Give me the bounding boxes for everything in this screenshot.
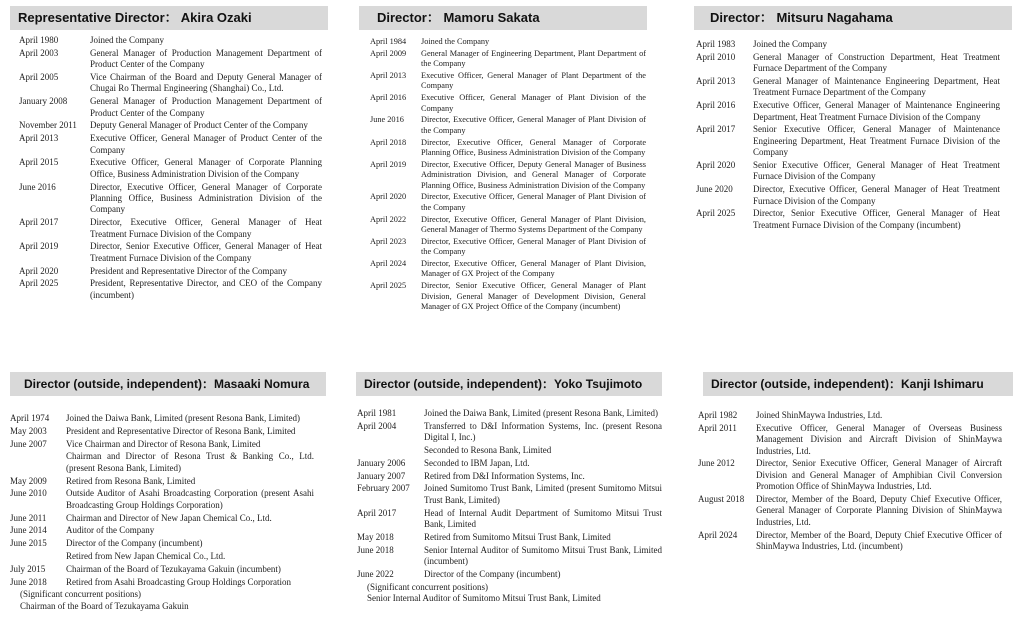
director-panel-mamoru-sakata [359, 6, 655, 314]
career-description: Senior Executive Officer, General Manager of Maintenance Engineering Department, Heat Treatment Furnace Division of the Company [753, 124, 1000, 158]
career-description: Director, Senior Executive Officer, General Manager of Plant Division, General Manager of Development Division, General Manager of GX Project Office of the Company (incumbent) [421, 281, 646, 312]
director-header: Director (outside, independent)：Yoko Tsujimoto [356, 372, 662, 396]
career-entry [19, 133, 328, 156]
career-date: June 2012 [698, 458, 735, 469]
career-description: Seconded to Resona Bank, Limited [424, 445, 552, 455]
career-description: Seconded to IBM Japan, Ltd. [424, 457, 530, 468]
career-date: April 2024 [698, 529, 738, 540]
career-description: Executive Officer, General Manager of Plant Department of the Company [421, 71, 646, 91]
career-date: April 2010 [696, 51, 736, 62]
career-date: April 1983 [696, 39, 736, 49]
career-description: Director, Executive Officer, General Manager of Corporate Planning Office, Business Administration Division of the Company [90, 181, 322, 215]
career-description: Auditor of the Company [66, 525, 155, 536]
career-date: April 2025 [19, 278, 59, 289]
director-header: Director (outside, independent)：Kanji Ishimaru [703, 372, 1013, 396]
career-description: Deputy General Manager of Product Center of the Company [90, 120, 308, 131]
career-description: Retired from Resona Bank, Limited [66, 475, 196, 486]
career-date: April 2017 [357, 507, 397, 518]
career-description: Head of Internal Audit Department of Sumitomo Mitsui Trust Bank, Limited [424, 507, 662, 529]
career-entry [357, 458, 670, 469]
career-date: June 2015 [10, 538, 47, 549]
career-entry [19, 266, 328, 277]
career-entry [698, 410, 1021, 421]
career-entry [357, 445, 670, 456]
career-date: June 2016 [370, 115, 404, 125]
career-entry [357, 421, 670, 444]
career-date: April 1980 [19, 35, 59, 45]
career-entry [698, 423, 1021, 457]
career-description: President, Representative Director, and CEO of the Company (incumbent) [90, 278, 322, 300]
career-description: Director, Executive Officer, General Manager of Plant Division, Manager of GX Project of the Company [421, 259, 646, 279]
career-entry [698, 530, 1021, 553]
career-date: April 2020 [19, 265, 59, 276]
career-description: Joined Sumitomo Trust Bank, Limited (present Sumitomo Mitsui Trust Bank, Limited) [424, 483, 662, 505]
career-description: Director, Executive Officer, General Manager of Heat Treatment Furnace Division of the Company [90, 217, 322, 239]
career-entry [696, 184, 1014, 207]
career-description: Director of the Company (incumbent) [66, 538, 203, 549]
career-description: Chairman of the Board of Tezukayama Gakuin (incumbent) [66, 563, 281, 574]
career-description: Director, Senior Executive Officer, General Manager of Heat Treatment Furnace Division of the Company (incumbent) [753, 208, 1000, 230]
concurrent-position-note: (Significant concurrent positions) [20, 589, 141, 600]
career-list [696, 39, 1014, 231]
career-date: April 2019 [19, 241, 59, 252]
career-entry [357, 532, 670, 543]
career-date: April 2013 [370, 71, 407, 80]
career-description: Executive Officer, General Manager of Maintenance Engineering Department, Heat Treatment Furnace Division of the Company [753, 100, 1000, 122]
career-date [10, 551, 66, 562]
career-date: April 2019 [370, 159, 407, 169]
career-description: General Manager of Engineering Department, Plant Department of the Company [421, 48, 646, 69]
career-date: April 2016 [370, 93, 407, 103]
career-date: April 1981 [357, 408, 397, 418]
career-date: June 2018 [10, 576, 47, 587]
career-entry [357, 569, 670, 580]
career-entry [19, 96, 328, 119]
director-panel-mitsuru-nagahama [694, 6, 1014, 233]
career-description: General Manager of Construction Department, Heat Treatment Furnace Department of the Company [753, 51, 1000, 74]
career-date: May 2009 [10, 475, 47, 486]
career-entry [19, 157, 328, 180]
career-description: Director, Executive Officer, General Manager of Plant Division of the Company [421, 192, 646, 212]
concurrent-position-note: Chairman of the Board of Tezukayama Gakuin [20, 600, 189, 611]
career-entry [19, 278, 328, 301]
career-date: January 2006 [357, 457, 406, 468]
career-date: April 2018 [370, 137, 407, 147]
career-entry [10, 577, 330, 588]
career-date: June 2010 [10, 488, 47, 499]
career-date: April 1982 [698, 410, 738, 420]
career-entry [10, 413, 330, 424]
career-entry [10, 426, 330, 437]
career-description: Chairman and Director of Resona Trust & Banking Co., Ltd. (present Resona Bank, Limited) [66, 451, 314, 473]
career-entry [370, 281, 655, 312]
career-list [10, 413, 330, 612]
career-date: April 2020 [696, 160, 736, 171]
career-description: President and Representative Director of Resona Bank, Limited [66, 425, 296, 436]
career-entry [696, 208, 1014, 231]
career-entry [19, 182, 328, 216]
career-entry [10, 451, 330, 474]
career-date: August 2018 [698, 494, 745, 505]
career-entry [19, 48, 328, 71]
career-description: Director, Executive Officer, General Manager of Heat Treatment Furnace Division of the Company [753, 184, 1000, 206]
career-date: June 2014 [10, 525, 47, 536]
career-entry [357, 545, 670, 568]
career-description: General Manager of Maintenance Engineering Department, Heat Treatment Furnace Department of the Company [753, 76, 1000, 98]
career-entry [698, 494, 1021, 528]
career-date: June 2022 [357, 568, 394, 579]
career-entry [370, 215, 655, 236]
career-entry [696, 39, 1014, 50]
career-entry [10, 551, 330, 562]
career-date: April 2025 [696, 208, 736, 219]
director-header: Director： Mitsuru Nagahama [694, 6, 1012, 30]
career-description: General Manager of Production Management Department of Product Center of the Company [90, 47, 322, 70]
career-entry [370, 71, 655, 92]
concurrent-position-note: (Significant concurrent positions) [367, 581, 488, 592]
career-entry [10, 488, 330, 511]
career-date: April 1984 [370, 37, 407, 46]
career-entry [10, 538, 330, 549]
career-entry [696, 52, 1014, 75]
career-date: June 2011 [10, 512, 47, 523]
career-date: May 2018 [357, 531, 394, 542]
career-description: Joined ShinMaywa Industries, Ltd. [756, 410, 883, 420]
career-entry [10, 513, 330, 524]
career-entry [370, 115, 655, 136]
career-entry [696, 100, 1014, 123]
career-description: President and Representative Director of the Company [90, 265, 287, 276]
career-entry [696, 124, 1014, 158]
career-entry [370, 138, 655, 159]
career-date: April 2004 [357, 420, 397, 431]
career-date: November 2011 [19, 120, 77, 131]
career-description: Transferred to D&I Information Systems, Inc. (present Resona Digital I, Inc.) [424, 420, 662, 443]
career-date: April 2017 [696, 124, 736, 135]
career-entry [357, 483, 670, 506]
career-date: April 2015 [19, 157, 59, 168]
career-date: January 2007 [357, 470, 406, 481]
career-date: February 2007 [357, 483, 410, 494]
career-entry [370, 37, 655, 47]
career-date: April 2024 [370, 259, 407, 269]
career-date: July 2015 [10, 563, 46, 574]
career-date: May 2003 [10, 425, 47, 436]
career-description: Director, Member of the Board, Deputy Chief Executive Officer of ShinMaywa Industries, Ltd. (incumbent) [756, 529, 1002, 552]
career-description: Executive Officer, General Manager of Corporate Planning Office, Business Administration Division of the Company [90, 157, 322, 179]
career-date: June 2018 [357, 544, 394, 555]
career-entry [370, 49, 655, 70]
director-panel-akira-ozaki [10, 6, 328, 303]
career-description: Retired from New Japan Chemical Co., Ltd. [66, 550, 226, 561]
career-date: April 1974 [10, 413, 50, 423]
career-description: Director of the Company (incumbent) [424, 568, 561, 579]
career-list [19, 35, 328, 301]
director-header: Representative Director： Akira Ozaki [10, 6, 328, 30]
career-date: June 2020 [696, 184, 733, 195]
career-list [357, 408, 670, 604]
director-panel-kanji-ishimaru [698, 372, 1021, 554]
career-description: Executive Officer, General Manager of Overseas Business Management Division and Aircraft Division of ShinMaywa Industries, Ltd. [756, 422, 1002, 456]
career-date: April 2025 [370, 281, 407, 291]
career-description: Vice Chairman and Director of Resona Bank, Limited [66, 438, 261, 449]
career-entry [19, 35, 328, 46]
career-description: General Manager of Production Management Department of Product Center of the Company [90, 96, 322, 118]
career-description: Senior Internal Auditor of Sumitomo Mitsui Trust Bank, Limited (incumbent) [424, 544, 662, 566]
career-description: Executive Officer, General Manager of Product Center of the Company [90, 133, 322, 155]
career-entry [696, 160, 1014, 183]
career-entry [357, 471, 670, 482]
career-description: Director, Member of the Board, Deputy Chief Executive Officer, General Manager of Corporate Planning Division of ShinMaywa Industries, Ltd. [756, 494, 1002, 527]
career-description: Joined the Daiwa Bank, Limited (present Resona Bank, Limited) [424, 408, 658, 418]
career-description: Joined the Company [421, 37, 490, 46]
career-description: Senior Executive Officer, General Manager of Heat Treatment Furnace Division of the Company [753, 160, 1000, 182]
career-date: April 2022 [370, 214, 407, 224]
career-entry [698, 458, 1021, 492]
career-description: Retired from D&I Information Systems, Inc. [424, 470, 585, 481]
career-entry [10, 476, 330, 487]
career-date [10, 451, 66, 474]
career-date [357, 445, 424, 456]
career-list [370, 37, 655, 312]
career-entry [19, 120, 328, 131]
career-description: Vice Chairman of the Board and Deputy General Manager of Chugai Ro Thermal Engineering (Shanghai) Co., Ltd. [90, 72, 322, 94]
career-date: April 2017 [19, 217, 59, 228]
career-entry [357, 408, 670, 419]
career-description: Retired from Sumitomo Mitsui Trust Bank, Limited [424, 531, 611, 542]
career-description: Executive Officer, General Manager of Plant Division of the Company [421, 93, 646, 113]
career-entry [696, 76, 1014, 99]
career-entry [10, 564, 330, 575]
career-description: Director, Senior Executive Officer, General Manager of Aircraft Division and General Manager of Amphibian Civil Conversion Promotion Office of ShinMaywa Industries, Ltd. [756, 458, 1002, 492]
career-description: Joined the Company [753, 39, 827, 49]
director-header: Director： Mamoru Sakata [359, 6, 647, 30]
career-date: April 2023 [370, 236, 407, 246]
career-date: April 2020 [370, 192, 407, 202]
career-list [698, 410, 1021, 552]
concurrent-position-note: Senior Internal Auditor of Sumitomo Mitsui Trust Bank, Limited [367, 593, 601, 603]
career-description: Director, Executive Officer, General Manager of Plant Division of the Company [421, 115, 646, 135]
career-date: April 2013 [696, 76, 736, 86]
director-panel-masaaki-nomura [10, 372, 330, 612]
career-date: April 2009 [370, 48, 407, 58]
career-date: April 2016 [696, 100, 736, 111]
career-entry [370, 237, 655, 258]
career-description: Joined the Daiwa Bank, Limited (present Resona Bank, Limited) [66, 413, 300, 423]
career-description: Joined the Company [90, 35, 164, 45]
career-entry [370, 93, 655, 114]
career-entry [370, 192, 655, 213]
career-entry [357, 508, 670, 531]
career-description: Director, Executive Officer, General Manager of Corporate Planning Office, Business Administration Division of the Company [421, 137, 646, 158]
career-entry [370, 160, 655, 191]
career-description: Director, Executive Officer, Deputy General Manager of Business Administration Division, and General Manager of Corporate Planning Office, Business Administration Division of the Company [421, 159, 646, 190]
career-date: April 2003 [19, 47, 59, 58]
career-entry [19, 217, 328, 240]
career-date: January 2008 [19, 96, 68, 107]
director-header: Director (outside, independent)：Masaaki Nomura [10, 372, 326, 396]
career-description: Retired from Asahi Broadcasting Group Holdings Corporation [66, 576, 291, 587]
career-entry [10, 439, 330, 450]
director-panel-yoko-tsujimoto [356, 372, 670, 604]
career-description: Outside Auditor of Asahi Broadcasting Corporation (present Asahi Broadcasting Group Holdings Corporation) [66, 488, 314, 510]
career-date: April 2005 [19, 72, 59, 82]
career-description: Chairman and Director of New Japan Chemical Co., Ltd. [66, 512, 272, 523]
career-description: Director, Executive Officer, General Manager of Plant Division of the Company [421, 236, 646, 257]
career-date: June 2007 [10, 438, 47, 449]
career-entry [19, 72, 328, 95]
career-description: Director, Executive Officer, General Manager of Plant Division, General Manager of Thermo Systems Department of the Company [421, 214, 646, 235]
career-entry [19, 241, 328, 264]
career-description: Director, Senior Executive Officer, General Manager of Heat Treatment Furnace Division of the Company [90, 241, 322, 263]
career-date: April 2011 [698, 422, 737, 433]
career-date: June 2016 [19, 181, 56, 192]
career-entry [370, 259, 655, 280]
career-entry [10, 525, 330, 536]
career-date: April 2013 [19, 133, 59, 144]
